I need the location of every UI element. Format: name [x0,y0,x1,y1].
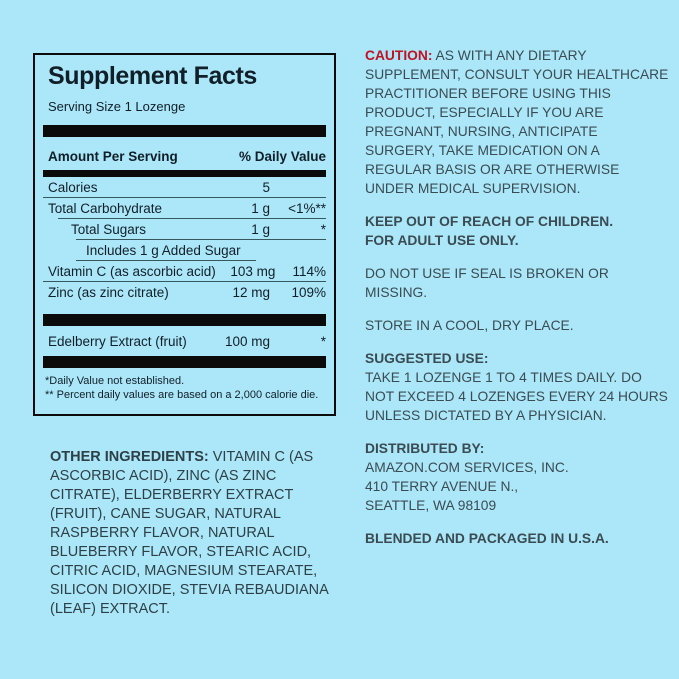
nutrient-row-edelberry [43,326,326,356]
nutrient-amount: 1 g [251,200,270,216]
nutrient-row-calories [43,177,326,197]
nutrient-dv: * [320,333,326,349]
footnote-dv: *Daily Value not established. [45,375,185,387]
thick-divider-bar [43,314,326,326]
keep-out-line1: KEEP OUT OF REACH OF CHILDREN. [365,214,614,229]
caution-label: CAUTION: [365,48,433,63]
nutrient-row-total-sugars [43,219,326,239]
nutrient-row-zinc [43,282,326,302]
storage-instructions: STORE IN A COOL, DRY PLACE. [365,318,574,333]
distributed-by-label: DISTRIBUTED BY: [365,441,485,456]
keep-out-line2: FOR ADULT USE ONLY. [365,233,519,248]
right-column [365,46,669,562]
nutrient-name: Calories [48,179,98,195]
caution-text: AS WITH ANY DIETARY SUPPLEMENT, CONSULT YOUR HEALTHCARE PRACTITIONER BEFORE USING THIS PRODUCT, ESPECIALLY IF YOU ARE PREGNANT, NURSING, ANTICIPATE SURGERY, TAKE MEDICATION ON A REGULAR BASIS OR ARE OTHERWISE UNDER MEDICAL SUPERVISION. [365,48,669,196]
nutrient-row-added-sugar [43,240,326,260]
distributed-by-block [365,439,669,515]
nutrient-name: Vitamin C (as ascorbic acid) [48,263,216,279]
panel-title: Supplement Facts [48,62,257,90]
footnotes [43,375,326,402]
caution-block [365,46,669,198]
other-ingredients [50,448,345,619]
keep-out-block [365,212,669,250]
thick-divider-bar [43,356,326,368]
nutrient-amount: 1 g [251,221,270,237]
thin-divider-bar [43,170,326,177]
supplement-facts-panel [33,53,336,416]
column-header-row [43,148,326,164]
distributed-address-line: 410 TERRY AVENUE N., [365,479,519,494]
nutrient-name: Total Carbohydrate [48,200,163,216]
nutrient-amount: 12 mg [232,284,270,300]
suggested-use-label: SUGGESTED USE: [365,351,489,366]
other-ingredients-text: VITAMIN C (AS ASCORBIC ACID), ZINC (AS ZINC CITRATE), ELDERBERRY EXTRACT (FRUIT), CANE SUGAR, NATURAL RASPBERRY FLAVOR, NATURAL BLUEBERRY FLAVOR, STEARIC ACID, CITRIC ACID, MAGNESIUM STEARATE, SILICON DIOXIDE, STEVIA REBAUDIANA (LEAF) EXTRACT. [50,449,328,617]
nutrient-name: Total Sugars [71,221,147,237]
nutrient-amount: 100 mg [224,333,270,349]
nutrient-row-carbohydrate [43,198,326,218]
thick-divider-bar [43,125,326,137]
nutrient-name: Includes 1 g Added Sugar [86,242,241,258]
nutrient-dv: 114% [292,263,326,279]
suggested-use-text: TAKE 1 LOZENGE 1 TO 4 TIMES DAILY. DO NOT EXCEED 4 LOZENGES EVERY 24 HOURS UNLESS DICTATED BY A PHYSICIAN. [365,370,668,423]
blended-packaged-note: BLENDED AND PACKAGED IN U.S.A. [365,531,609,546]
daily-value-header: % Daily Value [238,148,326,164]
seal-warning: DO NOT USE IF SEAL IS BROKEN OR MISSING. [365,266,609,300]
other-ingredients-label: OTHER INGREDIENTS: [50,449,209,465]
distributed-address-line: AMAZON.COM SERVICES, INC. [365,460,569,475]
nutrient-dv: * [320,221,326,237]
suggested-use-block [365,349,669,425]
footnote-percent: ** Percent daily values are based on a 2,000 calorie die. [45,388,319,401]
nutrient-amount: 103 mg [230,263,276,279]
nutrient-amount: 5 [262,179,270,195]
nutrient-name: Zinc (as zinc citrate) [48,284,169,300]
nutrient-dv: <1%** [288,200,326,216]
distributed-address-line: SEATTLE, WA 98109 [365,498,497,513]
serving-size: Serving Size 1 Lozenge [48,99,186,114]
nutrient-dv: 109% [291,284,326,300]
nutrient-row-vitamin-c [43,261,326,281]
nutrient-name: Edelberry Extract (fruit) [48,333,187,349]
amount-per-serving-header: Amount Per Serving [48,148,178,164]
